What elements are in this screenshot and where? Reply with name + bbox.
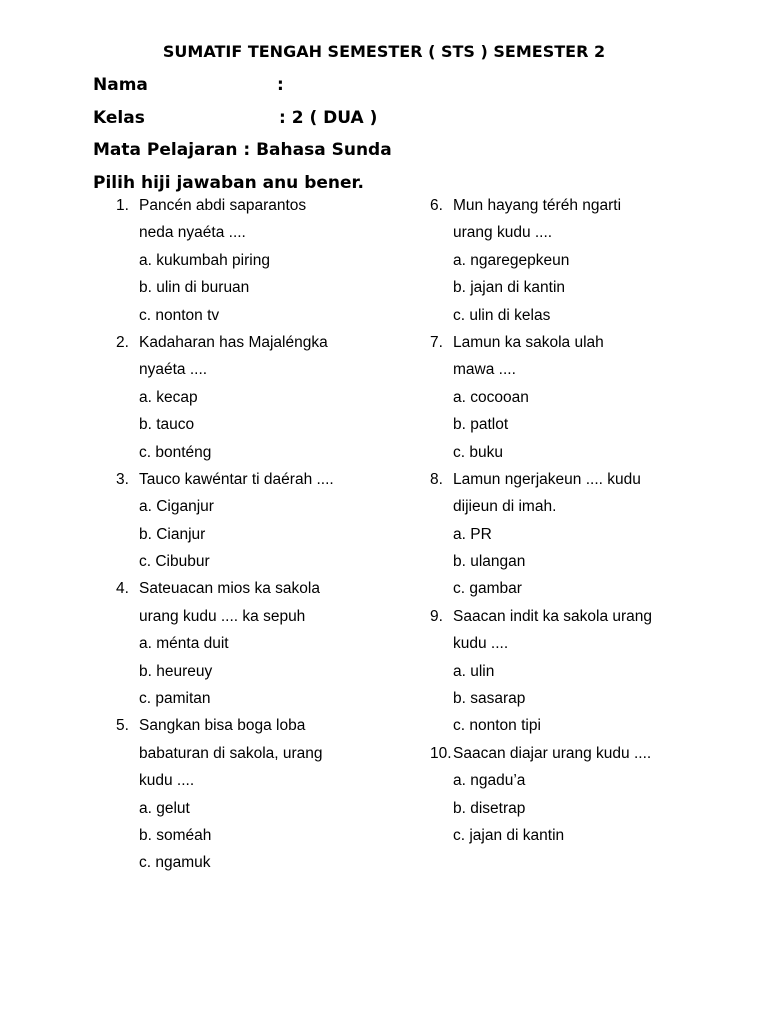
question-text-continued	[116, 740, 416, 767]
question-line: Lamun ka sakola ulah	[453, 333, 604, 351]
answer-option: c. pamitan	[139, 690, 211, 708]
question-line: Sateuacan mios ka sakola	[139, 580, 320, 598]
answer-option: b. sasarap	[453, 690, 526, 708]
question-number: 3.	[116, 470, 129, 488]
question-number: 7.	[430, 333, 443, 351]
answer-option: a. kecap	[139, 388, 198, 406]
question-text-continued	[116, 767, 416, 794]
name-value: :	[277, 75, 284, 95]
question-line: babaturan di sakola, urang	[139, 744, 323, 762]
question-text	[116, 329, 416, 356]
answer-option: c. buku	[453, 443, 503, 461]
question-line: kudu ....	[453, 635, 509, 653]
questions-right-column	[430, 192, 730, 849]
question-line: nyaéta ....	[139, 361, 208, 379]
question-item	[430, 192, 730, 329]
questions-left-column	[116, 192, 416, 877]
answer-option: b. heureuy	[139, 662, 213, 680]
question-text	[430, 603, 730, 630]
question-number: 5.	[116, 717, 129, 735]
class-value: : 2 ( DUA )	[279, 108, 378, 128]
answer-option: b. ulin di buruan	[139, 279, 250, 297]
question-line: Lamun ngerjakeun .... kudu	[453, 470, 641, 488]
answer-option: b. tauco	[139, 416, 195, 434]
question-text	[116, 192, 416, 219]
answer-option: a. ménta duit	[139, 635, 229, 653]
question-text-continued	[430, 630, 730, 657]
answer-option: a. Ciganjur	[139, 498, 214, 516]
answer-option: a. PR	[453, 525, 492, 543]
question-text	[116, 575, 416, 602]
question-line: mawa ....	[453, 361, 516, 379]
answer-option: c. nonton tv	[139, 306, 220, 324]
question-text	[430, 192, 730, 219]
answer-option: a. ngaregepkeun	[453, 251, 570, 269]
answer-option: b. patlot	[453, 416, 509, 434]
question-item	[116, 575, 416, 712]
question-item	[430, 603, 730, 740]
answer-option: a. cocooan	[453, 388, 529, 406]
question-line: kudu ....	[139, 772, 195, 790]
question-line: neda nyaéta ....	[139, 224, 246, 242]
answer-option: c. jajan di kantin	[453, 826, 565, 844]
answer-option: b. disetrap	[453, 799, 526, 817]
instruction-text: Pilih hiji jawaban anu bener.	[93, 173, 364, 193]
class-row	[93, 107, 378, 129]
question-item	[116, 192, 416, 329]
question-text-continued	[430, 219, 730, 246]
answer-option: b. jajan di kantin	[453, 279, 566, 297]
answer-option: c. gambar	[453, 580, 522, 598]
question-item	[116, 712, 416, 876]
answer-option: c. Cibubur	[139, 553, 210, 571]
question-number: 6.	[430, 197, 443, 214]
class-label: Kelas	[93, 108, 145, 128]
question-text-continued	[116, 219, 416, 246]
question-line: urang kudu ....	[453, 224, 553, 242]
question-item	[430, 466, 730, 603]
question-line: Saacan diajar urang kudu ....	[453, 744, 652, 762]
question-text-continued	[116, 603, 416, 630]
question-text	[430, 740, 730, 767]
name-row	[93, 74, 284, 96]
question-item	[116, 329, 416, 466]
question-text	[430, 329, 730, 356]
answer-option: b. soméah	[139, 826, 212, 844]
question-line: dijieun di imah.	[453, 498, 557, 516]
answer-option: c. nonton tipi	[453, 717, 541, 735]
answer-option: a. ngadu’a	[453, 772, 526, 790]
question-number: 1.	[116, 197, 129, 214]
question-number: 10.	[430, 744, 452, 762]
subject-row	[93, 139, 392, 161]
question-text	[116, 466, 416, 493]
question-line: Tauco kawéntar ti daérah ....	[139, 470, 334, 488]
question-text-continued	[430, 356, 730, 383]
question-number: 9.	[430, 607, 443, 625]
question-text-continued	[430, 493, 730, 520]
question-item	[430, 740, 730, 850]
question-line: Kadaharan has Majaléngka	[139, 333, 328, 351]
question-line: Pancén abdi saparantos	[139, 197, 307, 214]
question-text	[430, 466, 730, 493]
answer-option: a. gelut	[139, 799, 190, 817]
question-text-continued	[116, 356, 416, 383]
name-label: Nama	[93, 75, 148, 95]
page-title: SUMATIF TENGAH SEMESTER ( STS ) SEMESTER 2	[162, 42, 606, 61]
question-number: 2.	[116, 333, 129, 351]
question-line: Mun hayang téréh ngarti	[453, 197, 622, 214]
question-line: Saacan indit ka sakola urang	[453, 607, 653, 625]
answer-option: b. ulangan	[453, 553, 526, 571]
answer-option: b. Cianjur	[139, 525, 206, 543]
answer-option: c. bonténg	[139, 443, 212, 461]
answer-option: a. kukumbah piring	[139, 251, 270, 269]
subject-text: Mata Pelajaran : Bahasa Sunda	[93, 140, 392, 160]
question-number: 4.	[116, 580, 129, 598]
answer-option: c. ulin di kelas	[453, 306, 551, 324]
answer-option: c. ngamuk	[139, 854, 211, 872]
question-item	[430, 329, 730, 466]
question-text	[116, 712, 416, 739]
question-item	[116, 466, 416, 576]
question-line: Sangkan bisa boga loba	[139, 717, 306, 735]
answer-option: a. ulin	[453, 662, 495, 680]
question-number: 8.	[430, 470, 443, 488]
question-line: urang kudu .... ka sepuh	[139, 607, 306, 625]
